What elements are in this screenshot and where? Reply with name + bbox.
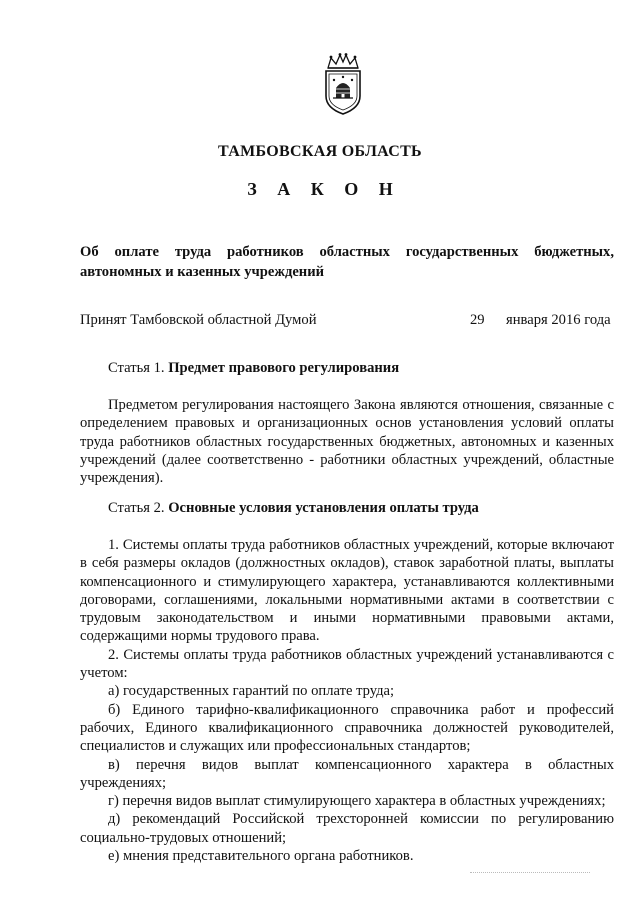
- article-2-list-item: е) мнения представительного органа работников.: [108, 848, 414, 865]
- article-1-paragraph: Предметом регулирования настоящего Закона являются отношения, связанные с определением правовых и организационных основ установления условий оплаты труда работников областных государственных бюджетных, автономных и казенных учреждений (далее соответственно - работники областных учреждений, областные учреждения).: [80, 397, 614, 487]
- article-1-number: Статья 1.: [108, 360, 165, 376]
- law-subject: Об оплате труда работников областных государственных бюджетных, автономных и казенных учреждений: [80, 244, 614, 280]
- article-2-paragraph: 2. Системы оплаты труда работников областных учреждений устанавливаются с учетом:: [80, 646, 614, 682]
- article-2-list-item: а) государственных гарантий по оплате труда;: [108, 683, 395, 700]
- article-2-list-item: г) перечня видов выплат стимулирующего характера в областных учреждениях;: [108, 793, 606, 810]
- tambov-coat-of-arms-icon: [322, 52, 364, 116]
- article-1-heading: [108, 360, 399, 377]
- adoption-month-year: января 2016 года: [506, 312, 611, 328]
- article-2-number: Статья 2.: [108, 500, 165, 516]
- adoption-text: Принят Тамбовской областной Думой: [80, 312, 317, 328]
- article-2-heading: [108, 500, 479, 517]
- article-1-body: [80, 396, 614, 487]
- article-2-title: Основные условия установления оплаты труда: [168, 500, 479, 516]
- document-title: З А К О Н: [247, 179, 401, 199]
- article-2-body: [80, 536, 614, 865]
- article-2-list-item: б) Единого тарифно-квалификационного справочника работ и профессий рабочих, Единого квалификационного справочника должностей руководителей, специалистов и служащих или профессиональных стандартов;: [80, 701, 614, 755]
- adoption-day: 29: [470, 312, 485, 328]
- article-2-list-item: в) перечня видов выплат компенсационного характера в областных учреждениях;: [80, 756, 614, 791]
- article-1-title: Предмет правового регулирования: [168, 360, 400, 376]
- article-2-list-item: д) рекомендаций Российской трехсторонней комиссии по регулированию социально-трудовых отношений;: [80, 811, 614, 846]
- article-2-paragraph: 1. Системы оплаты труда работников областных учреждений, которые включают в себя размеры окладов (должностных окладов), ставок заработной платы, выплаты компенсационного и стимулирующего характера, устанавливаются коллективными договорами, соглашениями, локальными нормативными актами в соответствии с трудовым законодательством и иными нормативными правовыми актами, содержащими нормы трудового права.: [80, 537, 614, 645]
- scan-artifact: [470, 872, 590, 874]
- region-name: ТАМБОВСКАЯ ОБЛАСТЬ: [218, 143, 422, 160]
